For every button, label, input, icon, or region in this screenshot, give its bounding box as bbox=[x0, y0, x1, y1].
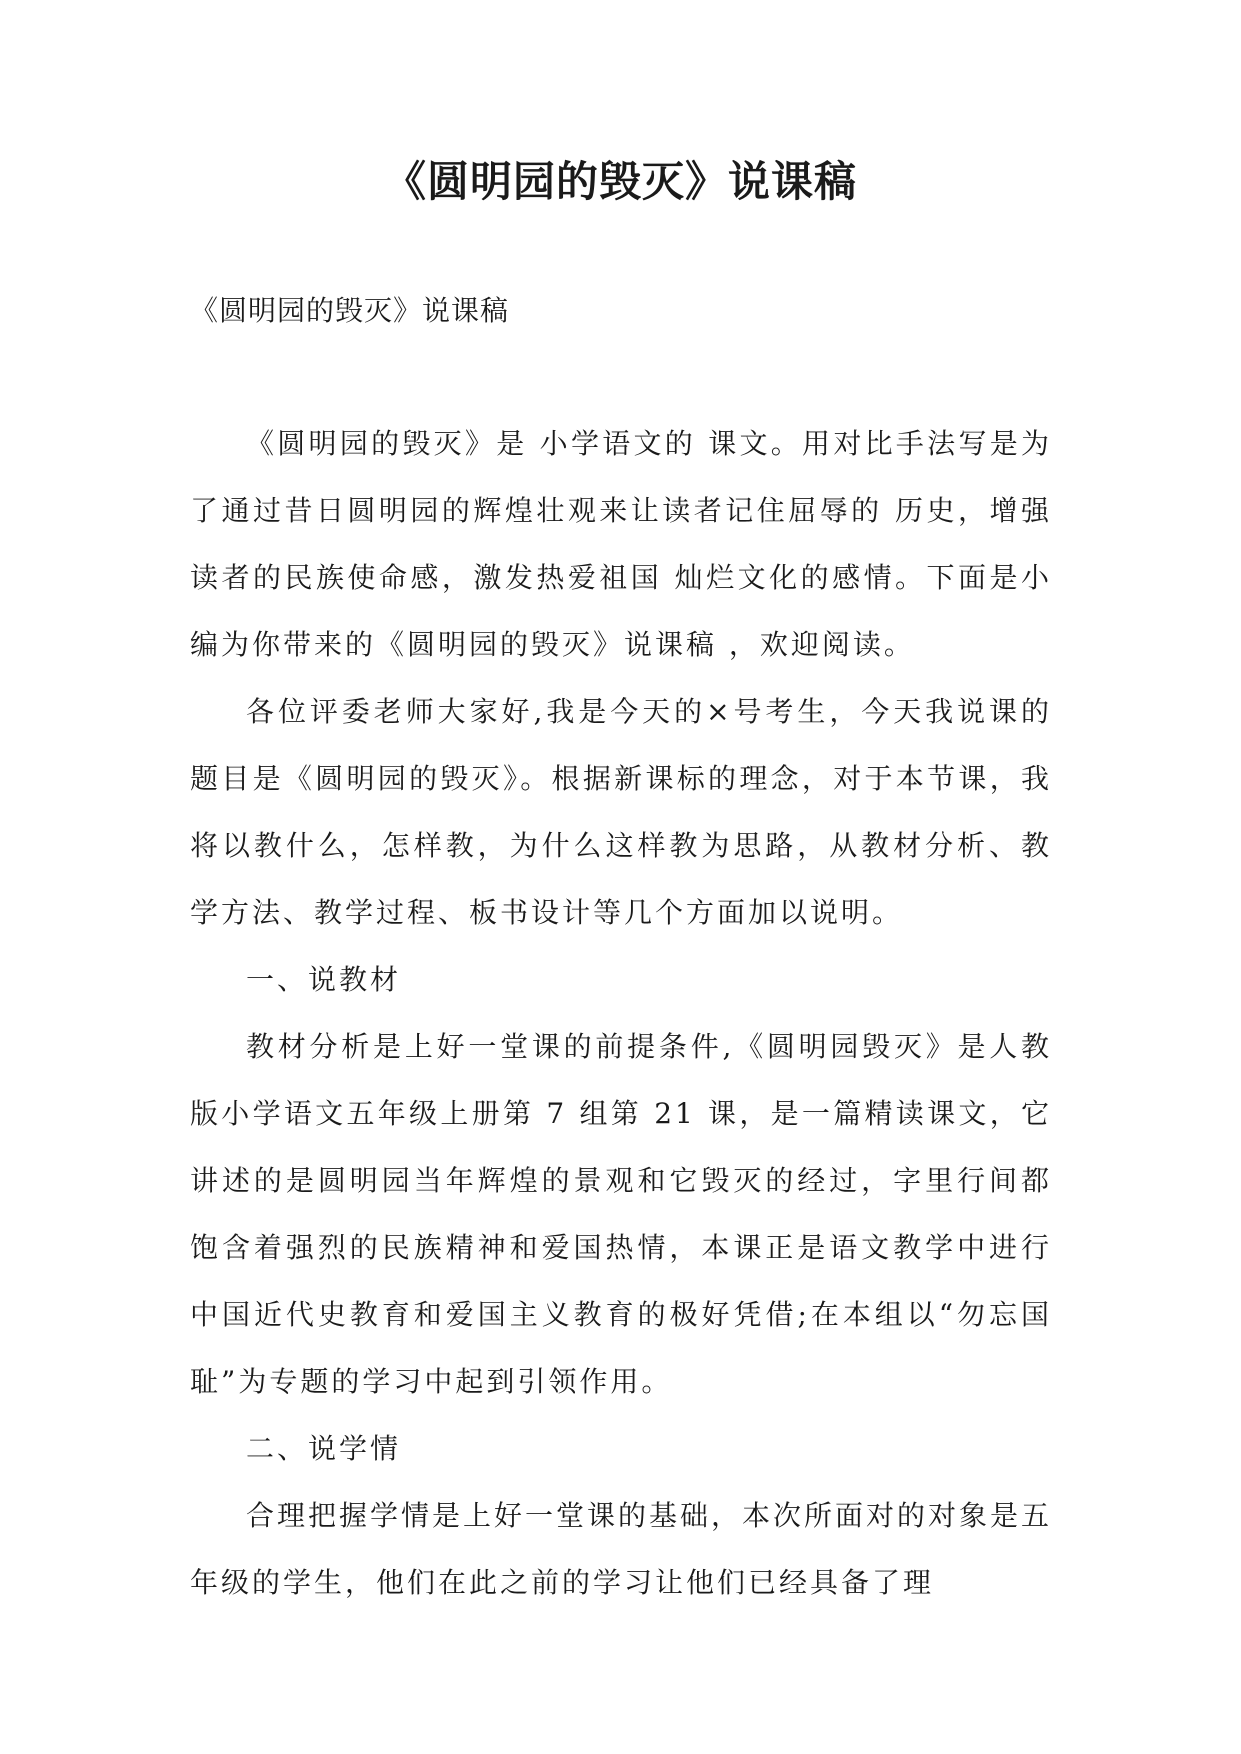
paragraph-intro: 《圆明园的毁灭》是 小学语文的 课文。用对比手法写是为了通过昔日圆明园的辉煌壮观来让读者记住屈辱的 历史，增强读者的民族使命感，激发热爱祖国 灿烂文化的感情。下面是小编为你带来的《圆明园的毁灭》说课稿 ，欢迎阅读。 bbox=[190, 427, 1052, 661]
paragraph-student-analysis: 合理把握学情是上好一堂课的基础，本次所面对的对象是五年级的学生，他们在此之前的学习让他们已经具备了理 bbox=[190, 1499, 1053, 1599]
section-heading-students: 二、说学情 bbox=[246, 1432, 402, 1465]
paragraph-greeting: 各位评委老师大家好,我是今天的×号考生，今天我说课的题目是《圆明园的毁灭》。根据新课标的理念，对于本节课，我将以教什么，怎样教，为什么这样教为思路，从教材分析、教学方法、教学过程、板书设计等几个方面加以说明。 bbox=[190, 695, 1052, 929]
paragraph-textbook-analysis: 教材分析是上好一堂课的前提条件,《圆明园毁灭》是人教版小学语文五年级上册第 7 组第 21 课，是一篇精读课文，它讲述的是圆明园当年辉煌的景观和它毁灭的经过，字里行间都饱含着强烈的民族精神和爱国热情，本课正是语文教学中进行中国近代史教育和爱国主义教育的极好凭借;在本组以“勿忘国耻”为专题的学习中起到引领作用。 bbox=[190, 1030, 1052, 1398]
document-body bbox=[190, 410, 1052, 1616]
document-title: 《圆明园的毁灭》说课稿 bbox=[383, 157, 857, 206]
section-heading-textbook: 一、说教材 bbox=[246, 963, 402, 996]
document-subtitle: 《圆明园的毁灭》说课稿 bbox=[190, 294, 510, 327]
